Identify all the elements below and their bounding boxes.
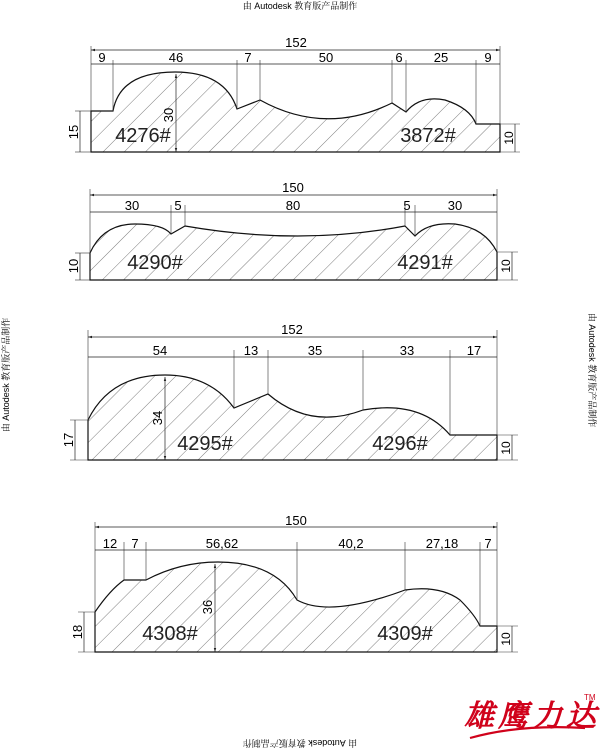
brand-logo [464, 693, 600, 738]
watermark-right: 由 Autodesk 教育版产品制作 [587, 312, 597, 428]
watermark-left: 由 Autodesk 教育版产品制作 [1, 317, 11, 433]
profile-4-part-left: 4308# [142, 623, 198, 645]
profile-1 [66, 35, 520, 152]
brand-logo-text: 雄鹰力达 [464, 700, 600, 733]
brand-logo-tm: TM [584, 693, 596, 702]
profile-3-part-right: 4296# [372, 433, 428, 455]
profile-1-height-left: 15 [66, 124, 81, 140]
profile-1-seg-6: 25 [433, 50, 449, 65]
profile-3-height-right: 10 [499, 441, 513, 455]
profile-4-height-main: 36 [200, 599, 215, 615]
profile-2-seg-2: 5 [174, 198, 182, 213]
profile-4-seg-3: 56,62 [205, 536, 239, 551]
profile-2-seg-3: 80 [285, 198, 301, 213]
profile-3-seg-5: 17 [466, 343, 482, 358]
profile-2-overall-dim: 150 [282, 180, 304, 195]
profile-3-overall-dim: 152 [281, 322, 303, 337]
profile-4-overall-dim: 150 [285, 513, 307, 528]
profile-2-seg-1: 30 [124, 198, 140, 213]
profile-3-seg-3: 35 [307, 343, 323, 358]
profile-1-seg-3: 7 [244, 50, 252, 65]
watermark-bottom: 由 Autodesk 教育版产品制作 [242, 738, 358, 748]
profile-1-part-right: 3872# [400, 125, 456, 147]
profile-4-seg-2: 7 [131, 536, 139, 551]
profile-3-part-left: 4295# [177, 433, 233, 455]
profile-3-seg-4: 33 [399, 343, 415, 358]
profile-1-seg-7: 9 [484, 50, 492, 65]
profile-1-part-left: 4276# [115, 125, 171, 147]
profile-3 [61, 322, 518, 460]
profile-1-seg-2: 46 [168, 50, 184, 65]
profile-3-height-left: 17 [61, 432, 76, 448]
profile-4-seg-4: 40,2 [338, 536, 364, 551]
profile-2 [66, 180, 518, 280]
profile-4-seg-5: 27,18 [425, 536, 459, 551]
profile-2-seg-5: 30 [447, 198, 463, 213]
profile-3-seg-1: 54 [152, 343, 168, 358]
profile-4-seg-1: 12 [102, 536, 118, 551]
profile-4-seg-6: 7 [484, 536, 492, 551]
profile-3-seg-2: 13 [243, 343, 259, 358]
profile-1-overall-dim: 152 [285, 35, 307, 50]
profile-2-seg-4: 5 [403, 198, 411, 213]
profile-4-part-right: 4309# [377, 623, 433, 645]
profile-1-seg-4: 50 [318, 50, 334, 65]
profile-1-height-right: 10 [502, 131, 516, 145]
profile-1-seg-5: 6 [395, 50, 403, 65]
profile-3-height-main: 34 [150, 410, 165, 426]
profile-1-seg-1: 9 [98, 50, 106, 65]
profile-4-height-left: 18 [70, 624, 85, 640]
profile-1-height-main: 30 [161, 107, 176, 123]
watermark-top: 由 Autodesk 教育版产品制作 [242, 1, 358, 11]
profile-4-height-right: 10 [499, 632, 513, 646]
profile-2-part-left: 4290# [127, 252, 183, 274]
profile-2-part-right: 4291# [397, 252, 453, 274]
profile-2-height-right: 10 [499, 259, 513, 273]
profile-4 [70, 513, 518, 652]
profile-2-height-left: 10 [66, 258, 81, 274]
